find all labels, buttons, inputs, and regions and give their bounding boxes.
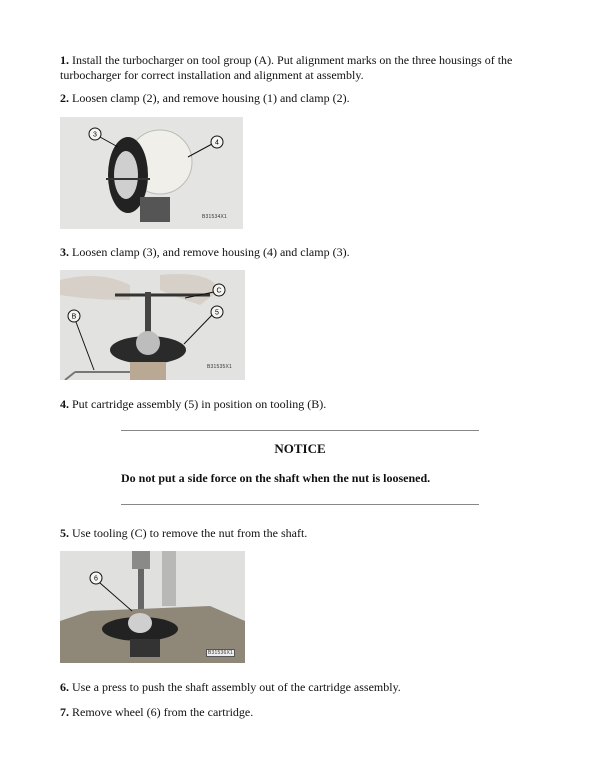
step-number: 7. xyxy=(60,705,69,719)
step-6 xyxy=(60,680,540,695)
step-1 xyxy=(60,53,540,83)
step-text: Put cartridge assembly (5) in position on tooling (B). xyxy=(69,397,327,411)
callout-lines xyxy=(60,551,245,663)
callout-label: B xyxy=(71,313,77,321)
callout-lines xyxy=(60,117,243,229)
notice-top-rule xyxy=(121,430,479,431)
figure-turbocharger-housings xyxy=(60,117,243,229)
callout-label: 3 xyxy=(93,131,97,139)
step-number: 1. xyxy=(60,53,69,67)
figure-cartridge-on-tooling xyxy=(60,270,245,380)
step-text: Remove wheel (6) from the cartridge. xyxy=(69,705,254,719)
step-7 xyxy=(60,705,540,720)
step-number: 6. xyxy=(60,680,69,694)
step-4 xyxy=(60,397,540,412)
figure-nut-removal xyxy=(60,551,245,663)
step-text: Loosen clamp (3), and remove housing (4) and clamp (3). xyxy=(69,245,350,259)
figure-caption: B31536X1 xyxy=(208,650,233,656)
callout-label: 4 xyxy=(215,139,219,147)
step-5 xyxy=(60,526,540,541)
step-number: 5. xyxy=(60,526,69,540)
step-text: Use tooling (C) to remove the nut from the shaft. xyxy=(69,526,308,540)
notice-title: NOTICE xyxy=(274,441,326,456)
callout-label: 5 xyxy=(215,309,219,317)
step-2 xyxy=(60,91,540,106)
step-text: Use a press to push the shaft assembly out of the cartridge assembly. xyxy=(69,680,401,694)
step-3 xyxy=(60,245,540,260)
notice-text: Do not put a side force on the shaft when the nut is loosened. xyxy=(121,471,431,485)
step-number: 3. xyxy=(60,245,69,259)
step-number: 2. xyxy=(60,91,69,105)
step-number: 4. xyxy=(60,397,69,411)
figure-caption: B31535X1 xyxy=(207,364,232,370)
figure-caption: B31534X1 xyxy=(202,214,227,220)
callout-label: 6 xyxy=(94,575,98,583)
step-text: Install the turbocharger on tool group (A). Put alignment marks on the three housings of the turbocharger for correct installation and alignment at assembly. xyxy=(60,53,513,82)
callout-label: C xyxy=(216,287,222,295)
step-text: Loosen clamp (2), and remove housing (1) and clamp (2). xyxy=(69,91,350,105)
notice-bottom-rule xyxy=(121,504,479,505)
